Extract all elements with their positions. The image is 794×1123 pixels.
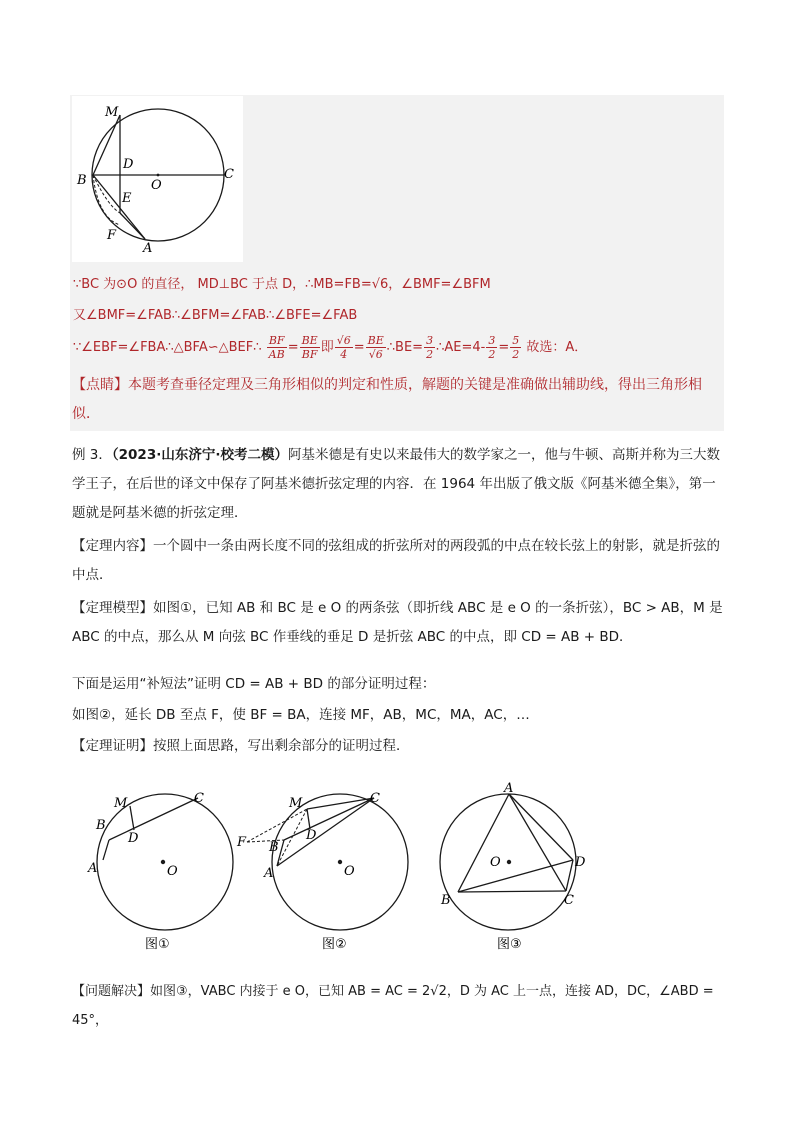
- line3-end: 故选：A．: [526, 340, 588, 355]
- line3-mid: 即: [320, 340, 334, 355]
- fig3-b: B: [441, 893, 451, 908]
- be-eq: ∴BE=: [386, 340, 424, 355]
- fig1-b: B: [96, 818, 106, 833]
- fig2-f: F: [237, 835, 247, 850]
- fig1-caption: 图①: [145, 937, 170, 952]
- frac-3b: 3: [488, 334, 496, 347]
- fig1-d: D: [128, 831, 139, 846]
- frac-5: 5: [512, 334, 520, 347]
- label-c: C: [224, 167, 234, 182]
- remark-tag: 【点睛】: [72, 377, 128, 393]
- fig2-o: O: [344, 864, 355, 879]
- figure-3: [440, 781, 586, 952]
- theorem-content: [72, 532, 726, 590]
- example-source: （2023·山东济宁·校考二模）: [111, 447, 288, 463]
- fig2-c: C: [370, 791, 380, 806]
- label-b: B: [77, 173, 87, 188]
- frac-4: 4: [340, 348, 348, 361]
- frac-bf2: BF: [301, 348, 318, 361]
- fig1-m: M: [114, 796, 128, 811]
- remark-text: 本题考查垂径定理及三角形相似的判定和性质，解题的关键是准确做出辅助线，得出三角形相似．: [72, 377, 702, 422]
- label-d: D: [123, 157, 134, 172]
- frac-ab: AB: [268, 348, 285, 361]
- frac-2c: 2: [512, 348, 520, 361]
- label-o: O: [151, 178, 162, 193]
- frac-sqrt6b: √6: [368, 348, 383, 361]
- solve-tag: 【问题解决】: [72, 984, 151, 999]
- example-intro: [72, 441, 726, 528]
- label-a: A: [143, 241, 153, 256]
- solution-line-3: ∵∠EBF=∠FBA∴△BFA∽△BEF∴ $\frac{BF}{AB}$ = $\frac{BE}{BF}$ 即 $\frac{√6}{4}$ = $\frac{BE}{√6}$ ∴BE= $\frac{3}{2}$ ∴AE=4- $\frac{3}{2}$ = $\frac{5}{2}$ 故选：A．: [73, 334, 588, 361]
- line3-suffix: ∴AE=4-: [436, 340, 486, 355]
- frac-2: 2: [426, 348, 434, 361]
- fig3-o: O: [490, 855, 501, 870]
- fig2-caption: 图②: [322, 937, 347, 952]
- figure-2: [236, 791, 408, 952]
- frac-be: BE: [301, 334, 318, 347]
- frac-2b: 2: [488, 348, 496, 361]
- problem-solve: [72, 977, 726, 1035]
- line3-prefix: ∵∠EBF=∠FBA∴△BFA∽△BEF∴: [73, 340, 262, 355]
- theorem-model: [72, 594, 726, 652]
- model-text: 如图①，已知 AB 和 BC 是 e O 的两条弦（即折线 ABC 是 e O 的一条折弦），BC > AB，M 是 ABC 的中点，那么从 M 向弦 BC 作垂线的垂足 D 是折弦 ABC 的中点，即 CD = AB + BD．: [72, 600, 723, 645]
- fig2-a: A: [264, 866, 274, 881]
- method-line: 下面是运用“补短法”证明 CD = AB + BD 的部分证明过程：: [72, 676, 436, 692]
- remark: [72, 371, 717, 429]
- fig2-b: B: [269, 840, 279, 855]
- fig1-o: O: [167, 864, 178, 879]
- content-tag: 【定理内容】: [72, 538, 153, 554]
- label-m: M: [105, 105, 119, 120]
- label-e: E: [122, 191, 132, 206]
- steps-line: 如图②，延长 DB 至点 F，使 BF = BA，连接 MF，AB，MC，MA，AC，…: [72, 707, 530, 723]
- figure-1: [87, 791, 233, 952]
- model-tag: 【定理模型】: [72, 600, 153, 616]
- proof-text: 按照上面思路，写出剩余部分的证明过程．: [153, 738, 410, 754]
- solve-text: 如图③，VABC 内接于 e O，已知 AB = AC = 2√2，D 为 AC 上一点，连接 AD，DC，∠ABD = 45°，: [72, 984, 714, 1028]
- theorem-proof: [72, 732, 726, 761]
- frac-3: 3: [426, 334, 434, 347]
- fig2-m: M: [289, 796, 303, 811]
- label-f: F: [107, 228, 117, 243]
- fig3-d: D: [575, 855, 586, 870]
- figure-circle-bc: [72, 96, 243, 262]
- frac-sqrt6: √6: [336, 334, 351, 347]
- frac-bf: BF: [267, 334, 287, 348]
- example-intro-text: 阿基米德是有史以来最伟大的数学家之一，他与牛顿、高斯并称为三大数学王子，在后世的译文中保存了阿基米德折弦定理的内容．在 1964 年出版了俄文版《阿基米德全集》，第一题就是阿基米德的折弦定理．: [72, 447, 720, 521]
- fig1-a: A: [88, 861, 98, 876]
- solution-line-2: 又∠BMF=∠FAB∴∠BFM=∠FAB∴∠BFE=∠FAB: [73, 308, 358, 323]
- content-text: 一个圆中一条由两长度不同的弦组成的折弦所对的两段弧的中点在较长弦上的射影，就是折弦的中点．: [72, 538, 720, 583]
- example-label: 例 3．: [72, 447, 112, 463]
- frac-be2: BE: [367, 334, 384, 347]
- fig3-caption: 图③: [497, 937, 522, 952]
- fig3-a: A: [504, 781, 514, 796]
- fig1-c: C: [194, 791, 204, 806]
- theorem-figures: [70, 780, 750, 960]
- fig2-d: D: [306, 828, 317, 843]
- solution-line-1: ∵BC 为⊙O 的直径， MD⊥BC 于点 D，∴MB=FB=√6，∠BMF=∠BFM: [73, 277, 491, 292]
- fig3-c: C: [564, 893, 574, 908]
- proof-tag: 【定理证明】: [72, 738, 153, 754]
